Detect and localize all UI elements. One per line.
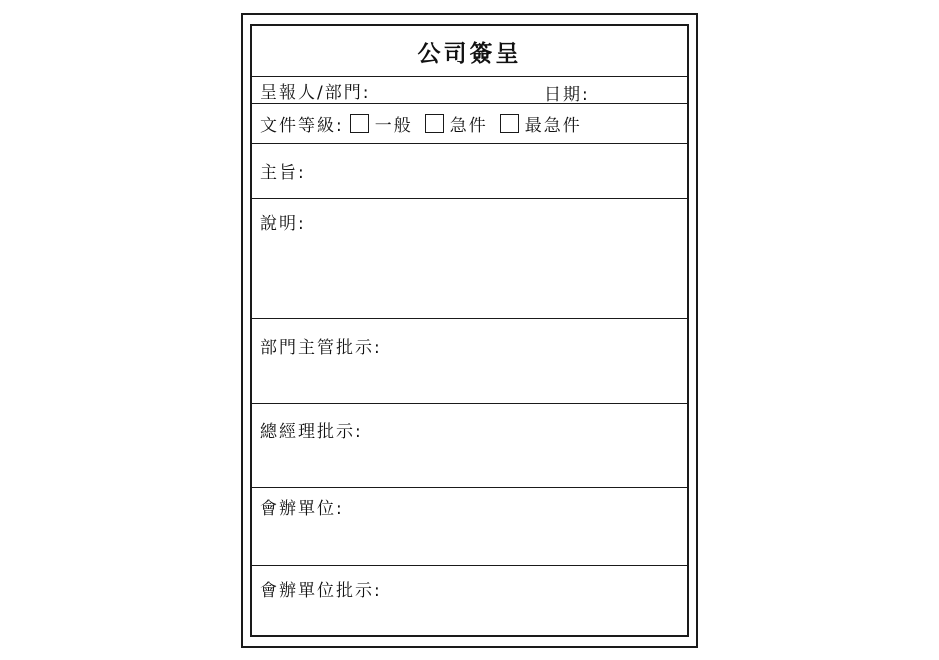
checkbox-most-urgent[interactable] (500, 114, 519, 133)
dept-head-instruction-label: 部門主管批示: (260, 338, 382, 358)
gm-instruction-label: 總經理批示: (260, 422, 363, 442)
subject-row (252, 144, 687, 199)
cosign-instruction-label: 會辦單位批示: (260, 581, 382, 601)
document-level-label: 文件等級: (260, 116, 344, 136)
cosign-unit-label: 會辦單位: (260, 499, 344, 519)
subject-label: 主旨: (260, 163, 306, 183)
petition-form (250, 24, 689, 637)
level-option-normal[interactable] (344, 111, 413, 136)
checkbox-urgent[interactable] (425, 114, 444, 133)
reporter-label: 呈報人/部門: (260, 82, 371, 103)
level-option-normal-label: 一般 (374, 116, 413, 136)
level-option-most-urgent[interactable] (494, 111, 582, 136)
cosign-unit-row (252, 488, 687, 566)
date-label: 日期: (544, 85, 590, 105)
level-option-urgent-label: 急件 (449, 116, 488, 136)
checkbox-normal[interactable] (350, 114, 369, 133)
description-row (252, 199, 687, 319)
level-option-most-urgent-label: 最急件 (524, 116, 582, 136)
cosign-instruction-row (252, 566, 687, 635)
form-title: 公司簽呈 (252, 26, 687, 77)
dept-head-instruction-row (252, 319, 687, 404)
gm-instruction-row (252, 404, 687, 488)
document-level-row (252, 104, 687, 144)
description-label: 說明: (260, 214, 306, 234)
level-option-urgent[interactable] (419, 111, 488, 136)
reporter-row (252, 77, 687, 104)
